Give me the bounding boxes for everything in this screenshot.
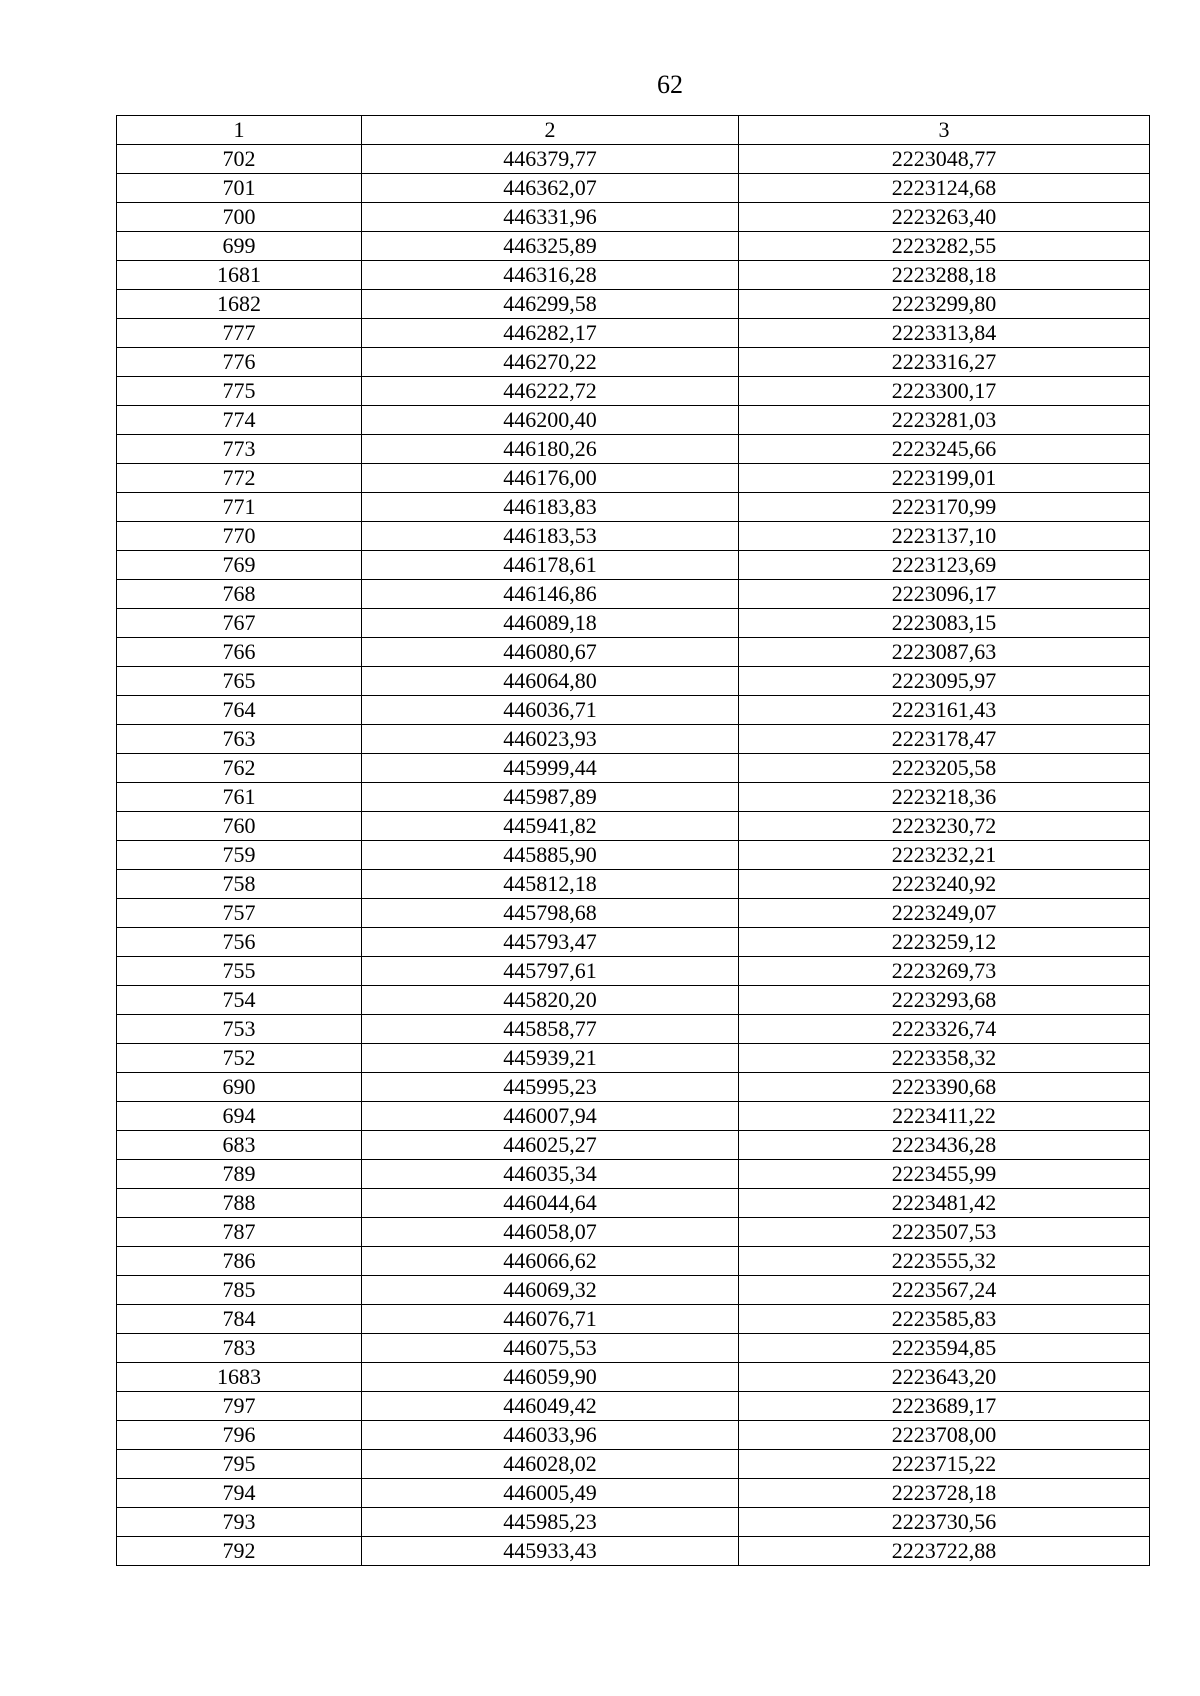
point-number-cell: 762 <box>117 754 362 783</box>
point-number-cell: 792 <box>117 1537 362 1566</box>
x-coordinate-cell: 446036,71 <box>362 696 739 725</box>
table-row <box>117 1073 1150 1102</box>
table-row <box>117 522 1150 551</box>
point-number-cell: 690 <box>117 1073 362 1102</box>
point-number-cell: 794 <box>117 1479 362 1508</box>
x-coordinate-cell: 445820,20 <box>362 986 739 1015</box>
point-number-cell: 768 <box>117 580 362 609</box>
table-row <box>117 1131 1150 1160</box>
table-row <box>117 609 1150 638</box>
y-coordinate-cell: 2223689,17 <box>739 1392 1150 1421</box>
table-row <box>117 348 1150 377</box>
table-row <box>117 1392 1150 1421</box>
point-number-cell: 786 <box>117 1247 362 1276</box>
point-number-cell: 765 <box>117 667 362 696</box>
column-header-3: 3 <box>739 116 1150 145</box>
point-number-cell: 699 <box>117 232 362 261</box>
y-coordinate-cell: 2223288,18 <box>739 261 1150 290</box>
y-coordinate-cell: 2223594,85 <box>739 1334 1150 1363</box>
table-row <box>117 841 1150 870</box>
x-coordinate-cell: 446325,89 <box>362 232 739 261</box>
x-coordinate-cell: 445999,44 <box>362 754 739 783</box>
table-row <box>117 406 1150 435</box>
table-row <box>117 580 1150 609</box>
point-number-cell: 771 <box>117 493 362 522</box>
table-row <box>117 551 1150 580</box>
y-coordinate-cell: 2223161,43 <box>739 696 1150 725</box>
x-coordinate-cell: 445995,23 <box>362 1073 739 1102</box>
x-coordinate-cell: 446379,77 <box>362 145 739 174</box>
y-coordinate-cell: 2223259,12 <box>739 928 1150 957</box>
y-coordinate-cell: 2223455,99 <box>739 1160 1150 1189</box>
point-number-cell: 683 <box>117 1131 362 1160</box>
y-coordinate-cell: 2223178,47 <box>739 725 1150 754</box>
y-coordinate-cell: 2223555,32 <box>739 1247 1150 1276</box>
y-coordinate-cell: 2223281,03 <box>739 406 1150 435</box>
point-number-cell: 757 <box>117 899 362 928</box>
x-coordinate-cell: 446282,17 <box>362 319 739 348</box>
x-coordinate-cell: 445858,77 <box>362 1015 739 1044</box>
y-coordinate-cell: 2223326,74 <box>739 1015 1150 1044</box>
table-row <box>117 1160 1150 1189</box>
table-row <box>117 986 1150 1015</box>
table-row <box>117 1479 1150 1508</box>
point-number-cell: 766 <box>117 638 362 667</box>
y-coordinate-cell: 2223708,00 <box>739 1421 1150 1450</box>
table-row <box>117 203 1150 232</box>
y-coordinate-cell: 2223240,92 <box>739 870 1150 899</box>
point-number-cell: 1683 <box>117 1363 362 1392</box>
y-coordinate-cell: 2223313,84 <box>739 319 1150 348</box>
point-number-cell: 758 <box>117 870 362 899</box>
point-number-cell: 789 <box>117 1160 362 1189</box>
x-coordinate-cell: 445885,90 <box>362 841 739 870</box>
table-row <box>117 1450 1150 1479</box>
x-coordinate-cell: 446066,62 <box>362 1247 739 1276</box>
table-body <box>117 145 1150 1566</box>
y-coordinate-cell: 2223245,66 <box>739 435 1150 464</box>
y-coordinate-cell: 2223087,63 <box>739 638 1150 667</box>
table-row <box>117 754 1150 783</box>
x-coordinate-cell: 446058,07 <box>362 1218 739 1247</box>
x-coordinate-cell: 446200,40 <box>362 406 739 435</box>
x-coordinate-cell: 446069,32 <box>362 1276 739 1305</box>
y-coordinate-cell: 2223123,69 <box>739 551 1150 580</box>
y-coordinate-cell: 2223137,10 <box>739 522 1150 551</box>
point-number-cell: 1682 <box>117 290 362 319</box>
x-coordinate-cell: 446076,71 <box>362 1305 739 1334</box>
x-coordinate-cell: 446270,22 <box>362 348 739 377</box>
table-row <box>117 783 1150 812</box>
y-coordinate-cell: 2223282,55 <box>739 232 1150 261</box>
y-coordinate-cell: 2223567,24 <box>739 1276 1150 1305</box>
x-coordinate-cell: 446180,26 <box>362 435 739 464</box>
point-number-cell: 769 <box>117 551 362 580</box>
y-coordinate-cell: 2223715,22 <box>739 1450 1150 1479</box>
x-coordinate-cell: 446183,53 <box>362 522 739 551</box>
x-coordinate-cell: 445793,47 <box>362 928 739 957</box>
point-number-cell: 701 <box>117 174 362 203</box>
table-row <box>117 957 1150 986</box>
x-coordinate-cell: 445797,61 <box>362 957 739 986</box>
point-number-cell: 775 <box>117 377 362 406</box>
point-number-cell: 759 <box>117 841 362 870</box>
y-coordinate-cell: 2223643,20 <box>739 1363 1150 1392</box>
table-row <box>117 1508 1150 1537</box>
table-row <box>117 1015 1150 1044</box>
point-number-cell: 755 <box>117 957 362 986</box>
point-number-cell: 793 <box>117 1508 362 1537</box>
point-number-cell: 761 <box>117 783 362 812</box>
y-coordinate-cell: 2223481,42 <box>739 1189 1150 1218</box>
y-coordinate-cell: 2223095,97 <box>739 667 1150 696</box>
table-row <box>117 232 1150 261</box>
x-coordinate-cell: 446025,27 <box>362 1131 739 1160</box>
table-row <box>117 696 1150 725</box>
x-coordinate-cell: 446028,02 <box>362 1450 739 1479</box>
y-coordinate-cell: 2223263,40 <box>739 203 1150 232</box>
y-coordinate-cell: 2223230,72 <box>739 812 1150 841</box>
y-coordinate-cell: 2223722,88 <box>739 1537 1150 1566</box>
x-coordinate-cell: 445987,89 <box>362 783 739 812</box>
table-row <box>117 1102 1150 1131</box>
x-coordinate-cell: 446049,42 <box>362 1392 739 1421</box>
y-coordinate-cell: 2223730,56 <box>739 1508 1150 1537</box>
x-coordinate-cell: 446064,80 <box>362 667 739 696</box>
point-number-cell: 783 <box>117 1334 362 1363</box>
table-row <box>117 1044 1150 1073</box>
x-coordinate-cell: 446331,96 <box>362 203 739 232</box>
point-number-cell: 797 <box>117 1392 362 1421</box>
y-coordinate-cell: 2223585,83 <box>739 1305 1150 1334</box>
x-coordinate-cell: 446183,83 <box>362 493 739 522</box>
y-coordinate-cell: 2223170,99 <box>739 493 1150 522</box>
table-row <box>117 377 1150 406</box>
x-coordinate-cell: 446023,93 <box>362 725 739 754</box>
y-coordinate-cell: 2223293,68 <box>739 986 1150 1015</box>
point-number-cell: 754 <box>117 986 362 1015</box>
point-number-cell: 756 <box>117 928 362 957</box>
table-row <box>117 290 1150 319</box>
y-coordinate-cell: 2223096,17 <box>739 580 1150 609</box>
table-row <box>117 174 1150 203</box>
y-coordinate-cell: 2223124,68 <box>739 174 1150 203</box>
point-number-cell: 700 <box>117 203 362 232</box>
point-number-cell: 753 <box>117 1015 362 1044</box>
table-row <box>117 1218 1150 1247</box>
point-number-cell: 767 <box>117 609 362 638</box>
y-coordinate-cell: 2223048,77 <box>739 145 1150 174</box>
table-row <box>117 928 1150 957</box>
x-coordinate-cell: 446299,58 <box>362 290 739 319</box>
point-number-cell: 796 <box>117 1421 362 1450</box>
point-number-cell: 774 <box>117 406 362 435</box>
table-row <box>117 1189 1150 1218</box>
y-coordinate-cell: 2223411,22 <box>739 1102 1150 1131</box>
x-coordinate-cell: 446362,07 <box>362 174 739 203</box>
x-coordinate-cell: 446059,90 <box>362 1363 739 1392</box>
y-coordinate-cell: 2223436,28 <box>739 1131 1150 1160</box>
table-row <box>117 1334 1150 1363</box>
table-row <box>117 145 1150 174</box>
x-coordinate-cell: 445812,18 <box>362 870 739 899</box>
table-row <box>117 319 1150 348</box>
column-header-2: 2 <box>362 116 739 145</box>
table-header <box>117 116 1150 145</box>
table-row <box>117 667 1150 696</box>
x-coordinate-cell: 445933,43 <box>362 1537 739 1566</box>
point-number-cell: 694 <box>117 1102 362 1131</box>
point-number-cell: 770 <box>117 522 362 551</box>
table-row <box>117 812 1150 841</box>
table-row <box>117 1305 1150 1334</box>
y-coordinate-cell: 2223249,07 <box>739 899 1150 928</box>
x-coordinate-cell: 445939,21 <box>362 1044 739 1073</box>
table-row <box>117 1537 1150 1566</box>
table-row <box>117 435 1150 464</box>
y-coordinate-cell: 2223316,27 <box>739 348 1150 377</box>
header-row <box>117 116 1150 145</box>
x-coordinate-cell: 446316,28 <box>362 261 739 290</box>
point-number-cell: 764 <box>117 696 362 725</box>
x-coordinate-cell: 446044,64 <box>362 1189 739 1218</box>
x-coordinate-cell: 445941,82 <box>362 812 739 841</box>
y-coordinate-cell: 2223269,73 <box>739 957 1150 986</box>
table-row <box>117 464 1150 493</box>
x-coordinate-cell: 446075,53 <box>362 1334 739 1363</box>
x-coordinate-cell: 446178,61 <box>362 551 739 580</box>
x-coordinate-cell: 446176,00 <box>362 464 739 493</box>
column-header-1: 1 <box>117 116 362 145</box>
x-coordinate-cell: 445798,68 <box>362 899 739 928</box>
y-coordinate-cell: 2223728,18 <box>739 1479 1150 1508</box>
table-row <box>117 725 1150 754</box>
point-number-cell: 772 <box>117 464 362 493</box>
point-number-cell: 777 <box>117 319 362 348</box>
point-number-cell: 752 <box>117 1044 362 1073</box>
point-number-cell: 776 <box>117 348 362 377</box>
y-coordinate-cell: 2223205,58 <box>739 754 1150 783</box>
y-coordinate-cell: 2223507,53 <box>739 1218 1150 1247</box>
table-row <box>117 493 1150 522</box>
point-number-cell: 1681 <box>117 261 362 290</box>
y-coordinate-cell: 2223299,80 <box>739 290 1150 319</box>
page-number: 62 <box>657 70 683 99</box>
y-coordinate-cell: 2223390,68 <box>739 1073 1150 1102</box>
point-number-cell: 763 <box>117 725 362 754</box>
point-number-cell: 785 <box>117 1276 362 1305</box>
y-coordinate-cell: 2223300,17 <box>739 377 1150 406</box>
table-row <box>117 870 1150 899</box>
y-coordinate-cell: 2223358,32 <box>739 1044 1150 1073</box>
y-coordinate-cell: 2223218,36 <box>739 783 1150 812</box>
table-row <box>117 261 1150 290</box>
y-coordinate-cell: 2223199,01 <box>739 464 1150 493</box>
x-coordinate-cell: 446033,96 <box>362 1421 739 1450</box>
point-number-cell: 702 <box>117 145 362 174</box>
table-row <box>117 899 1150 928</box>
x-coordinate-cell: 446035,34 <box>362 1160 739 1189</box>
coordinates-table <box>116 115 1150 1566</box>
table-row <box>117 1421 1150 1450</box>
y-coordinate-cell: 2223232,21 <box>739 841 1150 870</box>
x-coordinate-cell: 446080,67 <box>362 638 739 667</box>
point-number-cell: 788 <box>117 1189 362 1218</box>
x-coordinate-cell: 446222,72 <box>362 377 739 406</box>
y-coordinate-cell: 2223083,15 <box>739 609 1150 638</box>
table-row <box>117 1276 1150 1305</box>
point-number-cell: 787 <box>117 1218 362 1247</box>
point-number-cell: 795 <box>117 1450 362 1479</box>
x-coordinate-cell: 446089,18 <box>362 609 739 638</box>
table-row <box>117 1247 1150 1276</box>
x-coordinate-cell: 446005,49 <box>362 1479 739 1508</box>
point-number-cell: 784 <box>117 1305 362 1334</box>
point-number-cell: 760 <box>117 812 362 841</box>
point-number-cell: 773 <box>117 435 362 464</box>
x-coordinate-cell: 446146,86 <box>362 580 739 609</box>
table-row <box>117 1363 1150 1392</box>
x-coordinate-cell: 445985,23 <box>362 1508 739 1537</box>
table-row <box>117 638 1150 667</box>
x-coordinate-cell: 446007,94 <box>362 1102 739 1131</box>
